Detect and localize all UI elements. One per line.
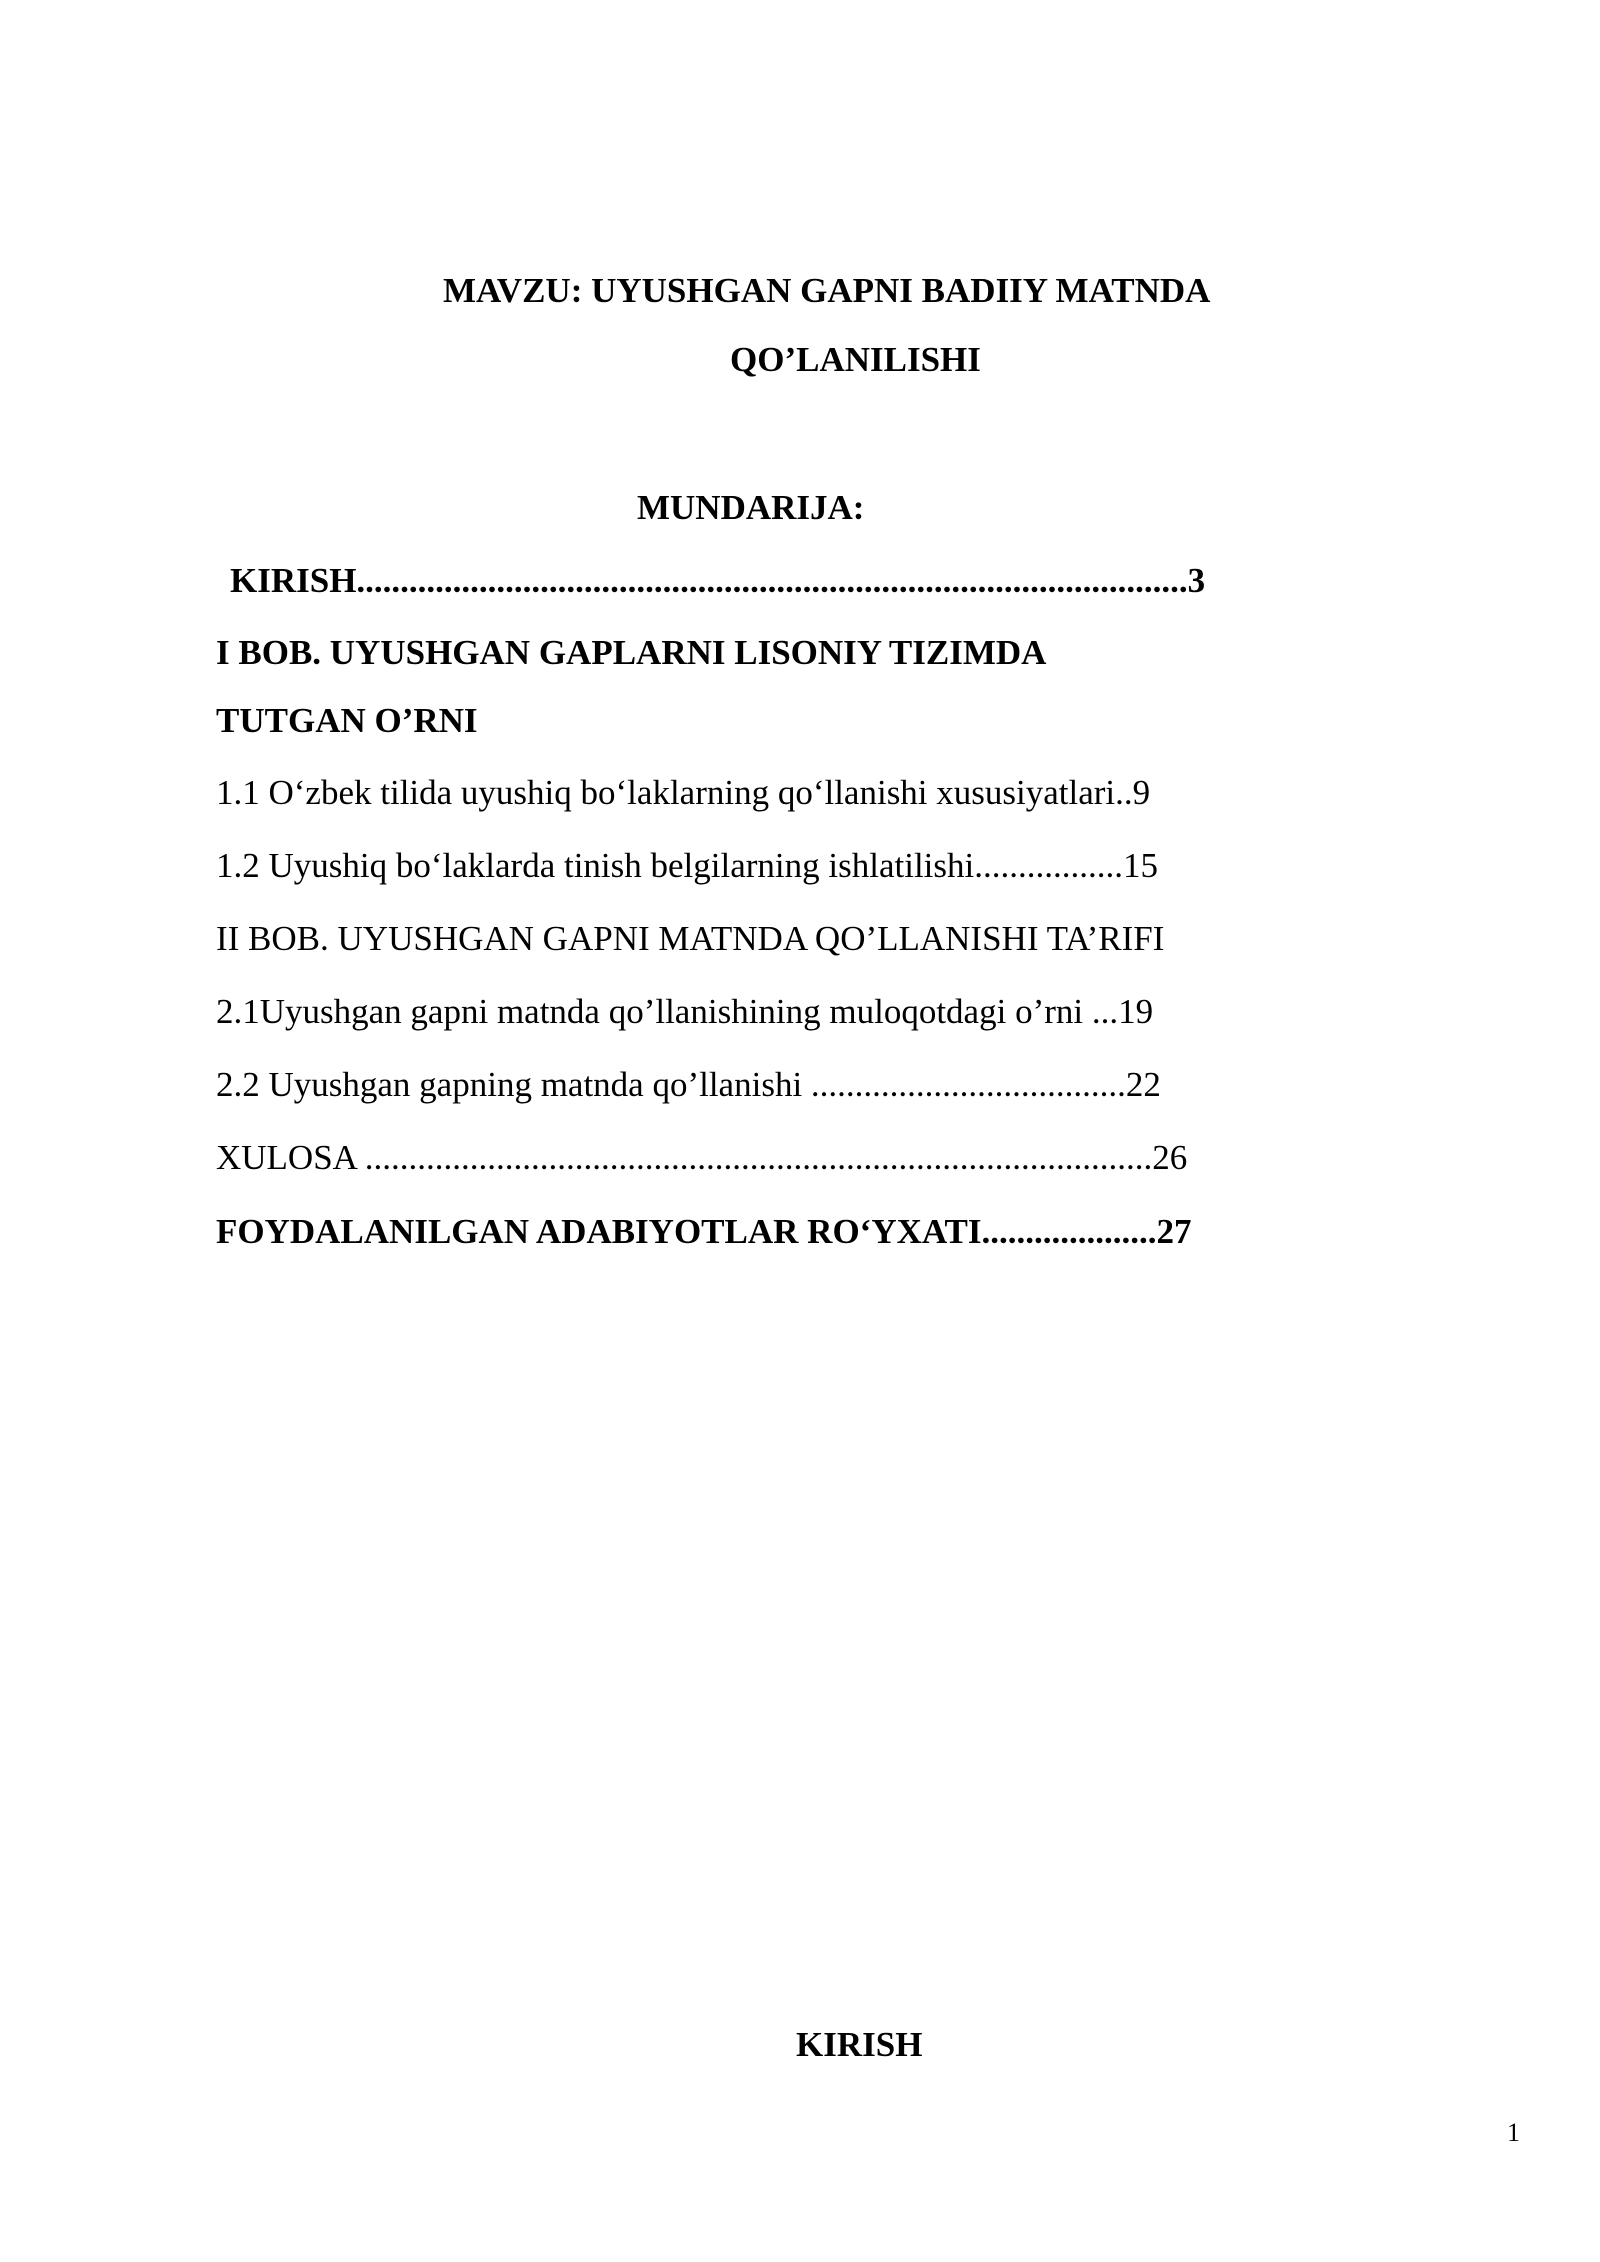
toc-entry-xulosa: XULOSA ..........................................................................................26: [216, 1138, 1188, 1177]
toc-chapter-2: II BOB. UYUSHGAN GAPNI MATNDA QO’LLANISHI TA’RIFI: [216, 919, 1165, 958]
intro-heading: KIRISH: [796, 2025, 923, 2064]
page-number: 1: [1507, 2118, 1520, 2147]
title-line-2: QO’LANILISHI: [730, 340, 981, 379]
toc-section-2-2: 2.2 Uyushgan gapning matnda qo’llanishi ....................................22: [216, 1065, 1161, 1104]
contents-heading: MUNDARIJA:: [637, 488, 865, 527]
toc-section-2-1: 2.1Uyushgan gapni matnda qo’llanishining muloqotdagi o’rni ...19: [216, 992, 1154, 1031]
title-line-1: MAVZU: UYUSHGAN GAPNI BADIIY MATNDA: [443, 271, 1211, 310]
toc-entry-references: FOYDALANILGAN ADABIYOTLAR RO‘YXATI....................27: [216, 1212, 1192, 1251]
toc-chapter-1-line-1: I BOB. UYUSHGAN GAPLARNI LISONIY TIZIMDA: [216, 633, 1047, 672]
toc-entry-kirish: KIRISH...............................................................................................3: [230, 561, 1206, 600]
toc-chapter-1-line-2: TUTGAN O’RNI: [216, 701, 478, 740]
toc-section-1-2: 1.2 Uyushiq bo‘laklarda tinish belgilarning ishlatilishi.................15: [216, 846, 1158, 885]
toc-section-1-1: 1.1 O‘zbek tilida uyushiq bo‘laklarning qo‘llanishi xususiyatlari..9: [216, 773, 1151, 812]
